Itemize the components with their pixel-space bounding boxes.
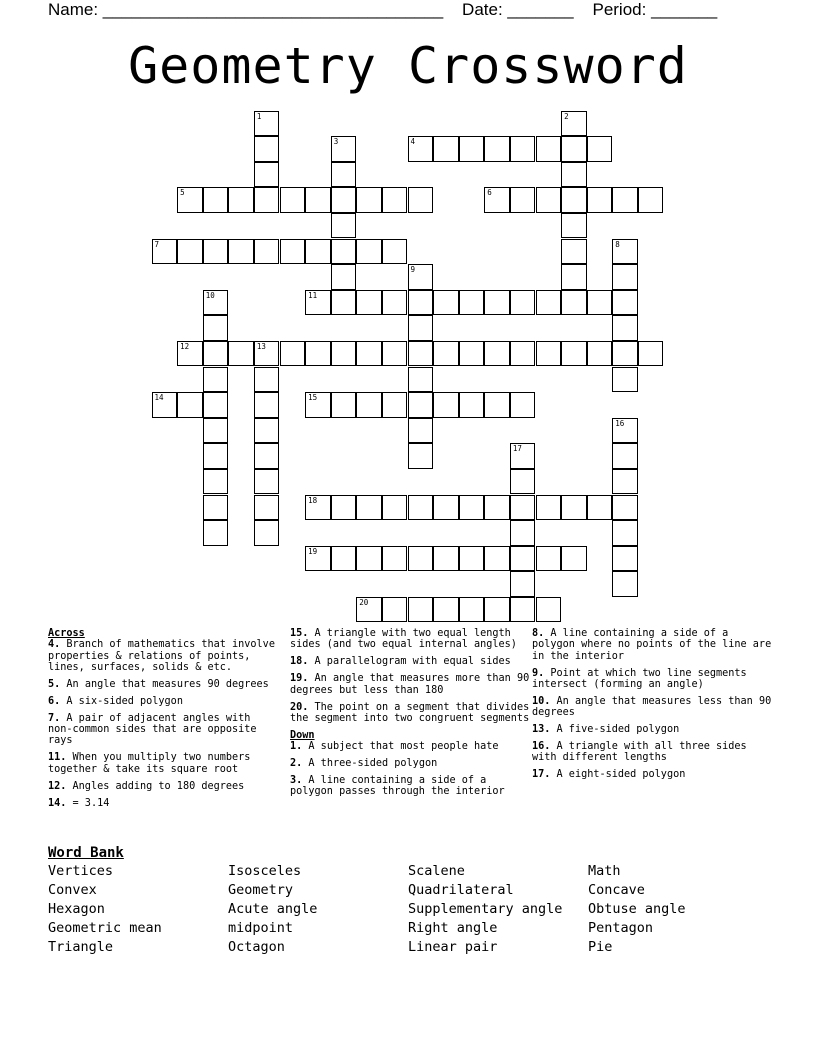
clue-text: An angle that measures more than 90 degrees but less than 180 bbox=[290, 673, 530, 696]
crossword-cell[interactable] bbox=[280, 187, 306, 213]
word-bank-item: Geometric mean bbox=[48, 920, 162, 936]
word-bank-item: Triangle bbox=[48, 939, 114, 955]
clue-item bbox=[290, 673, 530, 696]
crossword-cell[interactable] bbox=[433, 136, 459, 162]
crossword-cell[interactable] bbox=[152, 239, 178, 265]
crossword-cell[interactable] bbox=[408, 315, 434, 341]
clue-item bbox=[48, 781, 278, 792]
clue-number: 7. bbox=[48, 712, 61, 724]
across-heading: Across bbox=[48, 628, 85, 639]
crossword-cell[interactable] bbox=[254, 495, 280, 521]
crossword-cell[interactable] bbox=[510, 469, 536, 495]
crossword-cell[interactable] bbox=[254, 239, 280, 265]
cell-number: 19 bbox=[308, 546, 318, 556]
crossword-cell[interactable] bbox=[484, 597, 510, 623]
word-bank-item: Pentagon bbox=[588, 920, 654, 936]
clue-number: 18. bbox=[290, 656, 309, 668]
crossword-cell[interactable] bbox=[382, 187, 408, 213]
word-bank-item: Geometry bbox=[228, 882, 294, 898]
crossword-cell[interactable] bbox=[331, 136, 357, 162]
crossword-cell[interactable] bbox=[433, 597, 459, 623]
crossword-cell[interactable] bbox=[331, 546, 357, 572]
clue-number: 2. bbox=[290, 758, 303, 770]
crossword-cell[interactable] bbox=[331, 495, 357, 521]
crossword-cell[interactable] bbox=[484, 136, 510, 162]
crossword-cell[interactable] bbox=[612, 367, 638, 393]
crossword-cell[interactable] bbox=[561, 264, 587, 290]
crossword-cell[interactable] bbox=[254, 469, 280, 495]
crossword-cell[interactable] bbox=[203, 315, 229, 341]
crossword-cell[interactable] bbox=[510, 495, 536, 521]
crossword-cell[interactable] bbox=[561, 239, 587, 265]
word-bank-item: Hexagon bbox=[48, 901, 105, 917]
crossword-cell[interactable] bbox=[305, 187, 331, 213]
clue-text: A five-sided polygon bbox=[550, 724, 680, 736]
crossword-cell[interactable] bbox=[331, 213, 357, 239]
crossword-cell[interactable] bbox=[382, 290, 408, 316]
crossword-cell[interactable] bbox=[382, 495, 408, 521]
crossword-cell[interactable] bbox=[408, 443, 434, 469]
clue-item bbox=[48, 639, 278, 673]
crossword-cell[interactable] bbox=[408, 290, 434, 316]
crossword-cell[interactable] bbox=[561, 213, 587, 239]
crossword-cell[interactable] bbox=[408, 367, 434, 393]
clue-text: A six-sided polygon bbox=[60, 695, 183, 707]
crossword-cell[interactable] bbox=[612, 187, 638, 213]
word-bank-item: Scalene bbox=[408, 863, 465, 879]
clue-text: A triangle with all three sides with different lengths bbox=[532, 741, 747, 764]
crossword-cell[interactable] bbox=[356, 392, 382, 418]
crossword-cell[interactable] bbox=[228, 187, 254, 213]
crossword-cell[interactable] bbox=[203, 392, 229, 418]
crossword-cell[interactable] bbox=[356, 341, 382, 367]
crossword-cell[interactable] bbox=[203, 520, 229, 546]
crossword-cell[interactable] bbox=[433, 290, 459, 316]
clue-item bbox=[532, 628, 772, 662]
crossword-cell[interactable] bbox=[484, 495, 510, 521]
clue-text: When you multiply two numbers together & take its square root bbox=[48, 752, 251, 775]
crossword-cell[interactable] bbox=[561, 546, 587, 572]
clue-number: 8. bbox=[532, 628, 545, 639]
crossword-cell[interactable] bbox=[484, 392, 510, 418]
cell-number: 2 bbox=[564, 111, 569, 121]
clue-number: 12. bbox=[48, 780, 67, 792]
header-line: Name: ____________________________________ Date: _______ Period: _______ bbox=[48, 0, 718, 19]
crossword-cell[interactable] bbox=[561, 341, 587, 367]
crossword-cell[interactable] bbox=[536, 187, 562, 213]
clue-item bbox=[290, 758, 530, 769]
cell-number: 5 bbox=[180, 188, 185, 198]
crossword-cell[interactable] bbox=[254, 367, 280, 393]
word-bank-item: midpoint bbox=[228, 920, 294, 936]
crossword-cell[interactable] bbox=[203, 367, 229, 393]
clue-item bbox=[290, 628, 530, 651]
word-bank-item: Supplementary angle bbox=[408, 901, 563, 917]
cell-number: 15 bbox=[308, 393, 318, 403]
crossword-cell[interactable] bbox=[510, 546, 536, 572]
cell-number: 17 bbox=[512, 444, 522, 454]
crossword-cell[interactable] bbox=[331, 341, 357, 367]
word-bank-item: Math bbox=[588, 863, 621, 879]
crossword-cell[interactable] bbox=[536, 341, 562, 367]
clue-number: 1. bbox=[290, 741, 303, 753]
clue-number: 10. bbox=[532, 695, 551, 707]
crossword-cell[interactable] bbox=[356, 546, 382, 572]
crossword-cell[interactable] bbox=[203, 341, 229, 367]
crossword-cell[interactable] bbox=[510, 597, 536, 623]
clue-item bbox=[532, 741, 772, 764]
crossword-cell[interactable] bbox=[408, 495, 434, 521]
clue-text: An angle that measures 90 degrees bbox=[60, 678, 269, 690]
crossword-cell[interactable] bbox=[305, 392, 331, 418]
crossword-cell[interactable] bbox=[510, 136, 536, 162]
crossword-cell[interactable] bbox=[484, 187, 510, 213]
cell-number: 12 bbox=[180, 341, 190, 351]
cell-number: 11 bbox=[308, 290, 318, 300]
crossword-cell[interactable] bbox=[638, 341, 664, 367]
crossword-cell[interactable] bbox=[459, 495, 485, 521]
cell-number: 14 bbox=[154, 393, 164, 403]
crossword-cell[interactable] bbox=[203, 290, 229, 316]
crossword-cell[interactable] bbox=[612, 264, 638, 290]
crossword-cell[interactable] bbox=[254, 187, 280, 213]
crossword-cell[interactable] bbox=[459, 290, 485, 316]
crossword-cell[interactable] bbox=[561, 136, 587, 162]
cell-number: 16 bbox=[615, 418, 625, 428]
crossword-cell[interactable] bbox=[561, 111, 587, 137]
cell-number: 13 bbox=[256, 341, 266, 351]
clue-text: A three-sided polygon bbox=[302, 758, 438, 770]
crossword-cell[interactable] bbox=[459, 136, 485, 162]
clue-text: A subject that most people hate bbox=[302, 741, 499, 753]
crossword-cell[interactable] bbox=[433, 546, 459, 572]
word-bank-item: Right angle bbox=[408, 920, 498, 936]
clue-number: 15. bbox=[290, 628, 309, 639]
crossword-cell[interactable] bbox=[510, 341, 536, 367]
clue-text: The point on a segment that divides the segment into two congruent segments bbox=[290, 701, 530, 724]
cell-number: 8 bbox=[615, 239, 620, 249]
word-bank-item: Vertices bbox=[48, 863, 114, 879]
crossword-cell[interactable] bbox=[382, 597, 408, 623]
crossword-cell[interactable] bbox=[408, 264, 434, 290]
crossword-cell[interactable] bbox=[203, 443, 229, 469]
clue-text: A parallelogram with equal sides bbox=[308, 656, 511, 668]
clue-number: 9. bbox=[532, 667, 545, 679]
crossword-cell[interactable] bbox=[203, 187, 229, 213]
crossword-cell[interactable] bbox=[536, 290, 562, 316]
crossword-cell[interactable] bbox=[203, 239, 229, 265]
clue-item bbox=[290, 656, 530, 667]
crossword-cell[interactable] bbox=[536, 597, 562, 623]
crossword-cell[interactable] bbox=[638, 187, 664, 213]
word-bank-title: Word Bank bbox=[48, 845, 124, 861]
crossword-cell[interactable] bbox=[177, 187, 203, 213]
crossword-cell[interactable] bbox=[203, 495, 229, 521]
crossword-cell[interactable] bbox=[612, 418, 638, 444]
cell-number: 20 bbox=[359, 597, 369, 607]
crossword-cell[interactable] bbox=[484, 546, 510, 572]
crossword-cell[interactable] bbox=[382, 392, 408, 418]
crossword-cell[interactable] bbox=[152, 392, 178, 418]
word-bank-item: Linear pair bbox=[408, 939, 498, 955]
clue-number: 11. bbox=[48, 752, 67, 764]
clue-item bbox=[48, 752, 278, 775]
crossword-cell[interactable] bbox=[254, 111, 280, 137]
crossword-cell[interactable] bbox=[254, 136, 280, 162]
crossword-cell[interactable] bbox=[228, 239, 254, 265]
crossword-cell[interactable] bbox=[305, 290, 331, 316]
cell-number: 18 bbox=[308, 495, 318, 505]
crossword-cell[interactable] bbox=[536, 546, 562, 572]
across-clues-list-cont bbox=[290, 628, 530, 724]
clue-item bbox=[532, 696, 772, 719]
clue-number: 13. bbox=[532, 724, 551, 736]
crossword-cell[interactable] bbox=[408, 418, 434, 444]
crossword-cell[interactable] bbox=[459, 341, 485, 367]
crossword-cell[interactable] bbox=[561, 187, 587, 213]
clue-text: A line containing a side of a polygon passes through the interior bbox=[290, 775, 505, 798]
word-bank-item: Acute angle bbox=[228, 901, 318, 917]
crossword-cell[interactable] bbox=[408, 341, 434, 367]
crossword-cell[interactable] bbox=[459, 546, 485, 572]
clue-item bbox=[290, 702, 530, 725]
clue-number: 17. bbox=[532, 769, 551, 781]
across-clues-list bbox=[48, 639, 278, 809]
crossword-cell[interactable] bbox=[408, 546, 434, 572]
crossword-cell[interactable] bbox=[459, 597, 485, 623]
crossword-cell[interactable] bbox=[536, 495, 562, 521]
crossword-cell[interactable] bbox=[587, 290, 613, 316]
crossword-cell[interactable] bbox=[561, 495, 587, 521]
clue-item bbox=[48, 696, 278, 707]
crossword-cell[interactable] bbox=[510, 443, 536, 469]
crossword-cell[interactable] bbox=[356, 187, 382, 213]
crossword-cell[interactable] bbox=[510, 571, 536, 597]
crossword-cell[interactable] bbox=[280, 239, 306, 265]
crossword-cell[interactable] bbox=[510, 290, 536, 316]
clue-number: 20. bbox=[290, 701, 309, 713]
crossword-cell[interactable] bbox=[433, 495, 459, 521]
crossword-cell[interactable] bbox=[228, 341, 254, 367]
clue-text: Angles adding to 180 degrees bbox=[66, 780, 245, 792]
word-bank-item: Obtuse angle bbox=[588, 901, 686, 917]
crossword-cell[interactable] bbox=[305, 341, 331, 367]
crossword-cell[interactable] bbox=[331, 290, 357, 316]
down-heading: Down bbox=[290, 729, 315, 741]
crossword-cell[interactable] bbox=[612, 290, 638, 316]
crossword-cell[interactable] bbox=[305, 239, 331, 265]
crossword-cell[interactable] bbox=[254, 392, 280, 418]
page-title: Geometry Crossword bbox=[128, 37, 688, 95]
clue-item bbox=[290, 775, 530, 798]
crossword-cell[interactable] bbox=[356, 495, 382, 521]
clue-column-1 bbox=[48, 628, 278, 815]
crossword-cell[interactable] bbox=[587, 495, 613, 521]
cell-number: 9 bbox=[410, 265, 416, 275]
word-bank-item: Octagon bbox=[228, 939, 285, 955]
crossword-cell[interactable] bbox=[254, 341, 280, 367]
crossword-cell[interactable] bbox=[612, 341, 638, 367]
cell-number: 7 bbox=[154, 239, 160, 249]
cell-number: 4 bbox=[410, 137, 416, 147]
crossword-cell[interactable] bbox=[612, 315, 638, 341]
crossword-cell[interactable] bbox=[510, 187, 536, 213]
crossword-cell[interactable] bbox=[356, 239, 382, 265]
crossword-cell[interactable] bbox=[177, 341, 203, 367]
crossword-cell[interactable] bbox=[408, 597, 434, 623]
clue-item bbox=[48, 679, 278, 690]
crossword-cell[interactable] bbox=[177, 392, 203, 418]
down-clues-list-cont bbox=[532, 628, 772, 781]
down-clues-list bbox=[290, 741, 530, 798]
clue-text: A triangle with two equal length sides (and two equal internal angles) bbox=[290, 628, 517, 651]
crossword-cell[interactable] bbox=[305, 495, 331, 521]
clue-number: 16. bbox=[532, 741, 551, 753]
clue-text: Branch of mathematics that involve properties & relations of points, lines, surfaces, solids & etc. bbox=[48, 639, 275, 673]
clue-column-2 bbox=[290, 628, 530, 803]
crossword-cell[interactable] bbox=[280, 341, 306, 367]
word-bank-item: Quadrilateral bbox=[408, 882, 514, 898]
clue-text: A eight-sided polygon bbox=[550, 769, 686, 781]
crossword-cell[interactable] bbox=[536, 136, 562, 162]
crossword-cell[interactable] bbox=[612, 469, 638, 495]
crossword-cell[interactable] bbox=[587, 187, 613, 213]
crossword-cell[interactable] bbox=[305, 546, 331, 572]
word-bank-item: Isosceles bbox=[228, 863, 302, 879]
clue-number: 14. bbox=[48, 797, 67, 809]
clue-number: 19. bbox=[290, 673, 309, 685]
crossword-cell[interactable] bbox=[408, 392, 434, 418]
crossword-cell[interactable] bbox=[561, 290, 587, 316]
crossword-cell[interactable] bbox=[331, 264, 357, 290]
crossword-cell[interactable] bbox=[203, 469, 229, 495]
crossword-cell[interactable] bbox=[484, 341, 510, 367]
clue-item bbox=[48, 713, 278, 747]
crossword-cell[interactable] bbox=[203, 418, 229, 444]
clue-text: A pair of adjacent angles with non-common sides that are opposite rays bbox=[48, 712, 257, 747]
clue-number: 5. bbox=[48, 678, 61, 690]
crossword-cell[interactable] bbox=[331, 392, 357, 418]
clue-item bbox=[48, 798, 278, 809]
crossword-cell[interactable] bbox=[254, 162, 280, 188]
clue-item bbox=[532, 769, 772, 780]
cell-number: 3 bbox=[333, 137, 339, 147]
crossword-cell[interactable] bbox=[433, 341, 459, 367]
crossword-cell[interactable] bbox=[612, 546, 638, 572]
crossword-cell[interactable] bbox=[382, 239, 408, 265]
crossword-cell[interactable] bbox=[510, 520, 536, 546]
clue-text: Point at which two line segments intersect (forming an angle) bbox=[532, 667, 747, 690]
crossword-cell[interactable] bbox=[587, 136, 613, 162]
crossword-cell[interactable] bbox=[356, 597, 382, 623]
clue-item bbox=[290, 741, 530, 752]
crossword-cell[interactable] bbox=[254, 520, 280, 546]
clue-number: 3. bbox=[290, 775, 303, 787]
crossword-cell[interactable] bbox=[331, 239, 357, 265]
crossword-cell[interactable] bbox=[408, 187, 434, 213]
crossword-cell[interactable] bbox=[612, 571, 638, 597]
crossword-cell[interactable] bbox=[510, 392, 536, 418]
crossword-cell[interactable] bbox=[382, 546, 408, 572]
crossword-cell[interactable] bbox=[561, 162, 587, 188]
clue-text: = 3.14 bbox=[66, 797, 110, 809]
clue-number: 4. bbox=[48, 639, 61, 651]
cell-number: 6 bbox=[487, 188, 492, 198]
crossword-cell[interactable] bbox=[612, 520, 638, 546]
crossword-cell[interactable] bbox=[254, 443, 280, 469]
crossword-cell[interactable] bbox=[382, 341, 408, 367]
word-bank-item: Convex bbox=[48, 882, 97, 898]
word-bank-item: Pie bbox=[588, 939, 613, 955]
word-bank-item: Concave bbox=[588, 882, 645, 898]
crossword-cell[interactable] bbox=[356, 290, 382, 316]
crossword-cell[interactable] bbox=[459, 392, 485, 418]
clue-item bbox=[532, 724, 772, 735]
cell-number: 10 bbox=[205, 290, 215, 300]
clue-item bbox=[532, 668, 772, 691]
crossword-cell[interactable] bbox=[254, 418, 280, 444]
clue-column-3 bbox=[532, 628, 772, 786]
crossword-cell[interactable] bbox=[433, 392, 459, 418]
crossword-cell[interactable] bbox=[331, 187, 357, 213]
crossword-cell[interactable] bbox=[612, 239, 638, 265]
crossword-cell[interactable] bbox=[177, 239, 203, 265]
clue-text: An angle that measures less than 90 degrees bbox=[532, 695, 772, 719]
crossword-cell[interactable] bbox=[484, 290, 510, 316]
crossword-cell[interactable] bbox=[408, 136, 434, 162]
crossword-cell[interactable] bbox=[612, 495, 638, 521]
crossword-cell[interactable] bbox=[331, 162, 357, 188]
crossword-cell[interactable] bbox=[587, 341, 613, 367]
clue-text: A line containing a side of a polygon where no points of the line are in the interior bbox=[532, 628, 772, 662]
crossword-cell[interactable] bbox=[612, 443, 638, 469]
clue-number: 6. bbox=[48, 695, 61, 707]
cell-number: 1 bbox=[256, 111, 262, 121]
